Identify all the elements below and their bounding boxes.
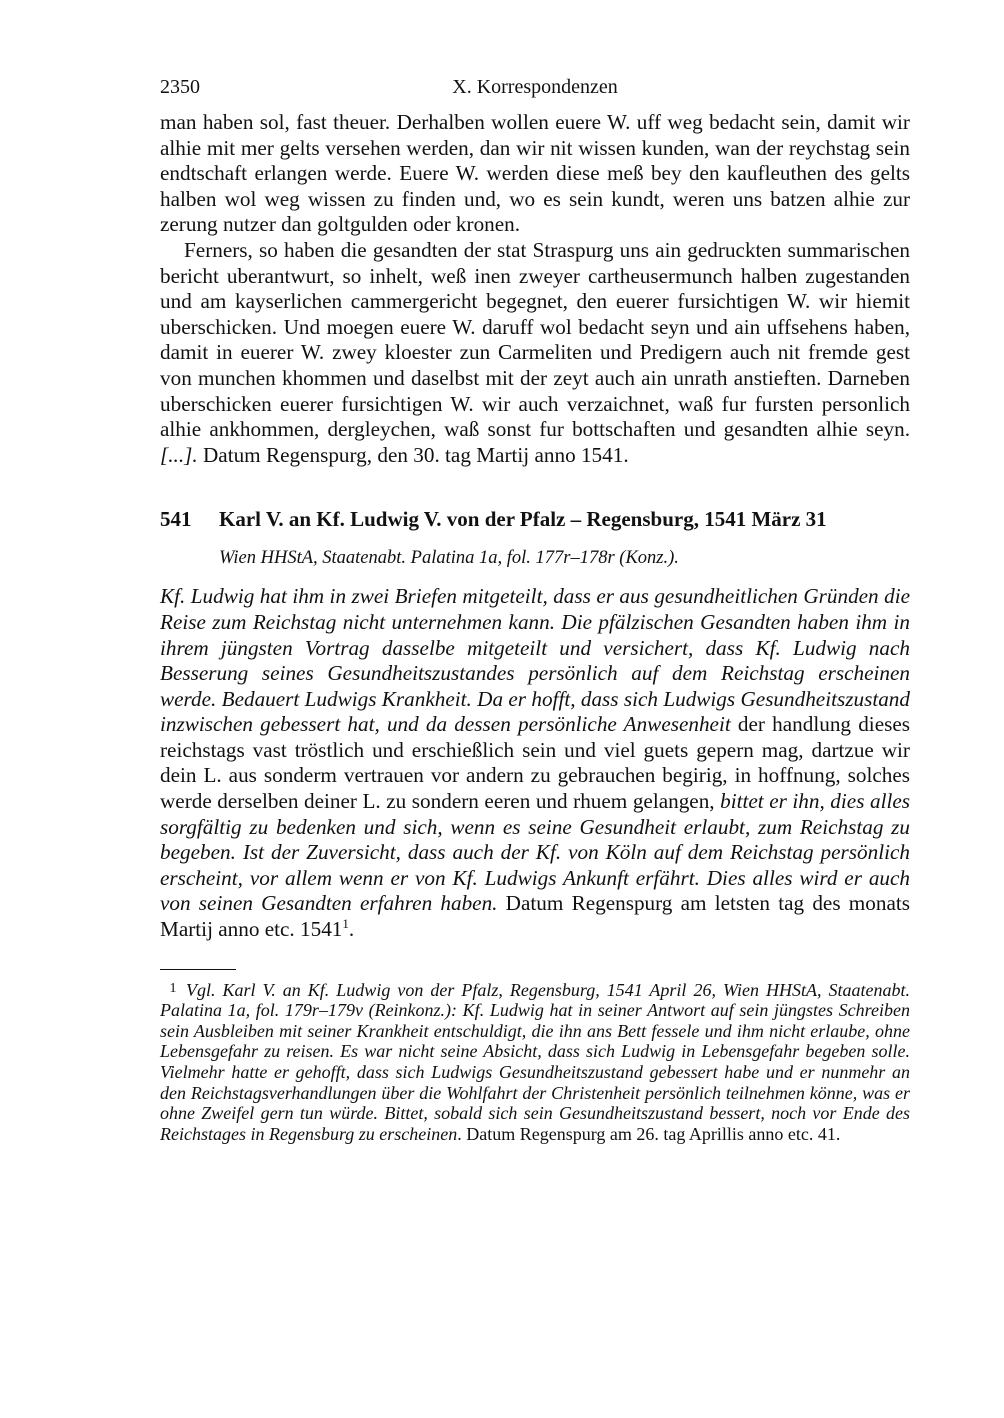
footnote-text-plain: . Datum Regenspurg am 26. tag Aprillis anno etc. 41. — [457, 1123, 841, 1144]
document-number: 541 — [160, 507, 192, 532]
page-header — [160, 76, 910, 110]
page — [160, 76, 910, 1144]
running-title: X. Korrespondenzen — [452, 76, 618, 98]
document-heading — [160, 506, 910, 532]
footnote-divider — [160, 969, 236, 970]
page-number: 2350 — [160, 76, 200, 98]
paragraph-1: man haben sol, fast theuer. Derhalben wollen euere W. uff weg bedacht sein, damit wir alhie mit mer gelts versehen werden, dan wir nit wissen kunden, wan der reychstag sein endtschaft erlangen werde. Euere W. werden diese meß bey den kaufleuthen des gelts halben wol weg wissen zu finden und, wo es sein kundt, weren uns batzen alhie zur zerung nutzer dan goltgulden oder kronen. — [160, 110, 910, 237]
paragraph-2 — [160, 238, 910, 468]
paragraph-2-closing: Datum Regenspurg, den 30. tag Martij anno 1541. — [197, 442, 629, 467]
regest-summary-2: bittet er ihn, dies alles sorgfältig zu bedenken und sich, wenn es seine Gesundheit erlaubt, zum Reichstag zu begeben. Ist der Zuversicht, dass auch der Kf. von Köln auf dem Reichstag persönlich erscheint, vor allem wenn er von Kf. Ludwigs Ankunft erfährt. Dies alles wird er auch von seinen Gesandten erfahren haben. — [160, 789, 910, 916]
footnote-text-italic: Vgl. Karl V. an Kf. Ludwig von der Pfalz, Regensburg, 1541 April 26, Wien HHStA, Staatenabt. Palatina 1a, fol. 179r–179v (Reinkonz.): Kf. Ludwig hat in seiner Antwort auf sein jüngstes Schreiben sein Ausbleiben mit seiner Krankheit entschuldigt, die ihn ans Bett fessele und ihm nicht erlaube, ohne Lebensgefahr zu reisen. Es war nicht seine Absicht, dass sich Ludwig in Lebensgefahr begeben solle. Vielmehr hatte er gehofft, dass sich Ludwigs Gesundheitszustand gebessert habe und er nunmehr an den Reichstagsverhandlungen über die Wohlfahrt der Christenheit persönlich teilnehmen könne, was er ohne Zweifel gern tun würde. Bittet, sobald sich sein Gesundheitszustand bessert, noch vor Ende des Reichstages in Regensburg zu erscheinen — [160, 979, 910, 1144]
source-citation: Wien HHStA, Staatenabt. Palatina 1a, fol. 177r–178r (Konz.). — [219, 548, 679, 569]
regest-text: Kf. Ludwig hat ihm in zwei Briefen mitgeteilt, dass er aus gesundheitlichen Gründen die Reise zum Reichstag nicht unternehmen kann. Die pfälzischen Gesandten haben ihm in ihrem jüngsten Vortrag dasselbe mitgeteilt und versichert, dass Kf. Ludwig nach Besserung seines Gesundheitszustandes persönlich auf dem Reichstag erscheinen werde. Bedauert Ludwigs Krankheit. Da er hofft, dass sich Ludwigs Gesundheitszustand inzwischen gebessert hat, und da dessen persönliche Anwesenheit der handlung dieses reichstags vast tröstlich und erschießlich sein und viel guets gepern mag, dartzue wir dein L. aus sonderm vertrauen vor andern zu gebrauchen begirig, in hoffnung, solches werde derselben deiner L. zu sondern eeren und rhuem gelangen, bittet er ihn, dies alles sorgfältig zu bedenken und sich, wenn es seine Gesundheit erlaubt, zum Reichstag zu begeben. Ist der Zuversicht, dass auch der Kf. von Köln auf dem Reichstag persönlich erscheint, vor allem wenn er von Kf. Ludwigs Ankunft erfährt. Dies alles wird er auch von seinen Gesandten erfahren haben. Datum Regenspurg am letsten tag des monats Martij anno etc. 1541$^1$. — [160, 584, 911, 942]
document-title: Karl V. an Kf. Ludwig V. von der Pfalz – Regensburg, 1541 März 31 — [219, 507, 827, 532]
paragraph-2-main: Ferners, so haben die gesandten der stat Straspurg uns ain gedruckten summarischen bericht uberantwurt, so inhelt, weß inen zweyer cartheusermunch halben zugestanden und am kayserlichen cammergericht begegnet, den euerer fursichtigen W. wir hiemit uberschicken. Und moegen euere W. daruff wol bedacht seyn und ain uffsehens haben, damit in euerer W. zwey kloester zun Carmeliten und Predigern auch nit fremde gest von munchen khommen und daselbst mit der zeyt auch ain unrath anstieften. Darneben uberschicken euerer fursichtigen W. wir auch verzaichnet, waß fur fursten personlich alhie ankhommen, dergleychen, waß sonst fur bottschaften und gesandten alhie seyn. — [160, 237, 910, 442]
regest-quote: der handlung dieses reichstags vast tröstlich und erschießlich sein und viel guets gepern mag, dartzue wir dein L. aus sonderm vertrauen vor andern zu gebrauchen begirig, in hoffnung, solches werde derselben deiner L. zu sondern eeren und rhuem gelangen, — [160, 712, 910, 814]
regest-summary-1: Kf. Ludwig hat ihm in zwei Briefen mitgeteilt, dass er aus gesundheitlichen Gründen die Reise zum Reichstag nicht unternehmen kann. Die pfälzischen Gesandten haben ihm in ihrem jüngsten Vortrag dasselbe mitgeteilt und versichert, dass Kf. Ludwig nach Besserung seines Gesundheitszustandes persönlich auf dem Reichstag erscheinen werde. Bedauert Ludwigs Krankheit. Da er hofft, dass sich Ludwigs Gesundheitszustand inzwischen gebessert hat, und da dessen persönliche Anwesenheit — [160, 584, 910, 737]
regest-closing: Datum Regenspurg am letsten tag des monats Martij anno etc. 1541 — [160, 891, 911, 942]
footnote-reference[interactable]: 1 — [342, 916, 349, 932]
footnote: 1 Vgl. Karl V. an Kf. Ludwig von der Pfalz, Regensburg, 1541 April 26, Wien HHStA, Staatenabt. Palatina 1a, fol. 179r–179v (Reinkonz.): Kf. Ludwig hat in seiner Antwort auf sein jüngstes Schreiben sein Ausbleiben mit seiner Krankheit entschuldigt, die ihn ans Bett fessele und ihm nicht erlaube, ohne Lebensgefahr zu reisen. Es war nicht seine Absicht, dass sich Ludwig in Lebensgefahr begeben solle. Vielmehr hatte er gehofft, dass sich Ludwigs Gesundheitszustand gebessert habe und er nunmehr an den Reichstagsverhandlungen über die Wohlfahrt der Christenheit persönlich teilnehmen könne, was er ohne Zweifel gern tun würde. Bittet, sobald sich sein Gesundheitszustand bessert, noch vor Ende des Reichstages in Regensburg zu erscheinen. Datum Regenspurg am 26. tag Aprillis anno etc. 41. — [160, 979, 910, 1144]
omission-mark: [...]. — [160, 442, 198, 467]
